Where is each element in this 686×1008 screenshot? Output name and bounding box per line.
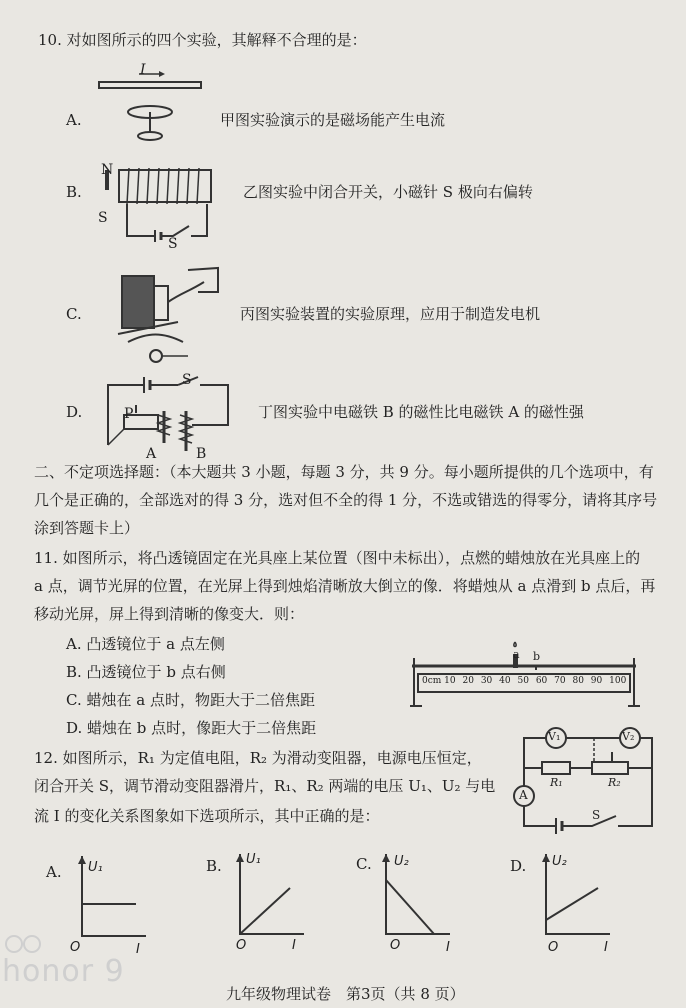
resistor-r2-label: R₂ — [608, 776, 621, 789]
q12-line2: 闭合开关 S，调节滑动变阻器滑片，R₁、R₂ 两端的电压 U₁、U₂ 与电 — [34, 777, 496, 795]
bench-tick: 70 — [554, 676, 566, 686]
section2-line1: 二、不定项选择题：（本大题共 3 小题，每题 3 分，共 9 分。每小题所提供的几个选项中，有 — [34, 463, 654, 481]
electromagnet-b-label: B — [196, 446, 207, 462]
figure-d-p-label: P — [124, 406, 134, 422]
bench-tick: 40 — [499, 676, 511, 686]
bench-tick: 60 — [535, 676, 548, 686]
figure-a-compass-wire — [95, 60, 205, 150]
q10-option-a-letter: A. — [66, 111, 82, 129]
bench-tick: 30 — [480, 676, 493, 686]
graph-a-origin: O — [70, 940, 81, 955]
q11-option-d: D. 蜡烛在 b 点时，像距大于二倍焦距 — [66, 719, 317, 737]
compass-n-label: N — [101, 162, 114, 178]
graph-c-xlabel: I — [446, 940, 450, 955]
wire-current-label: I — [140, 62, 146, 78]
q10-option-d-text: 丁图实验中电磁铁 B 的磁性比电磁铁 A 的磁性强 — [258, 403, 584, 421]
graph-c-letter: C. — [356, 855, 372, 873]
graph-b — [234, 854, 324, 944]
graph-d-xlabel: I — [604, 940, 608, 955]
q10-stem: 10. 对如图所示的四个实验，其解释不合理的是： — [38, 31, 367, 49]
q11-line2: a 点，调节光屏的位置，在光屏上得到烛焰清晰放大倒立的像．将蜡烛从 a 点滑到 b 点后，再 — [34, 577, 656, 595]
graph-c-ylabel: U₂ — [394, 854, 409, 869]
q11-option-c: C. 蜡烛在 a 点时，物距大于二倍焦距 — [66, 691, 315, 709]
q12-circuit — [512, 722, 662, 834]
electromagnet-a-label: A — [146, 446, 157, 462]
resistor-r1-label: R₁ — [550, 776, 563, 789]
graph-d-letter: D. — [510, 857, 527, 875]
q11-line1: 11. 如图所示，将凸透镜固定在光具座上某位置（图中未标出），点燃的蜡烛放在光具座上的 — [34, 549, 641, 567]
figure-c-apparatus — [108, 262, 238, 362]
q11-option-a: A. 凸透镜位于 a 点左侧 — [66, 635, 225, 653]
q12-line1: 12. 如图所示，R₁ 为定值电阻，R₂ 为滑动变阻器，电源电压恒定， — [34, 749, 482, 767]
ammeter-label: A — [519, 788, 528, 802]
figure-d-switch-label: S — [182, 372, 192, 388]
section2-line3: 涂到答题卡上） — [34, 519, 140, 537]
graph-b-xlabel: I — [292, 938, 296, 953]
camera-dual-lens-icon — [4, 934, 44, 954]
q10-option-c-letter: C. — [66, 305, 82, 323]
bench-point-a: a — [513, 648, 520, 661]
graph-d-ylabel: U₂ — [552, 854, 567, 869]
figure-d-electromagnets — [100, 375, 240, 460]
graph-c-origin: O — [390, 938, 401, 953]
graph-a-letter: A. — [46, 863, 62, 881]
graph-d-origin: O — [548, 940, 559, 955]
graph-b-ylabel: U₁ — [246, 852, 261, 867]
bench-tick: 100 — [609, 676, 627, 686]
bench-tick: 50 — [517, 676, 529, 686]
q12-line3: 流 I 的变化关系图象如下选项所示，其中正确的是： — [34, 807, 380, 825]
graph-a-xlabel: I — [136, 942, 140, 957]
page-footer: 九年级物理试卷 第3页（共 8 页） — [226, 985, 465, 1003]
camera-watermark: honor 9 — [2, 954, 125, 989]
bench-point-b: b — [533, 650, 541, 663]
section2-line2: 几个是正确的，全部选对的得 3 分，选对但不全的得 1 分，不选或错选的得零分，请将其序号 — [34, 491, 658, 509]
bench-tick: 80 — [572, 676, 584, 686]
figure-b-switch-label: S — [168, 236, 178, 252]
bench-tick: 20 — [462, 676, 474, 686]
circuit-switch-label: S — [592, 808, 601, 822]
q10-option-b-letter: B. — [66, 183, 82, 201]
voltmeter-v2-label: V₂ — [622, 730, 635, 743]
graph-a-ylabel: U₁ — [88, 860, 103, 875]
bench-scale — [422, 676, 626, 686]
bench-tick: 0cm 10 — [422, 676, 456, 686]
graph-b-origin: O — [236, 938, 247, 953]
graph-b-letter: B. — [206, 857, 222, 875]
q11-line3: 移动光屏，屏上得到清晰的像变大．则： — [34, 605, 305, 623]
q10-option-a-text: 甲图实验演示的是磁场能产生电流 — [220, 111, 446, 129]
q10-option-b-text: 乙图实验中闭合开关，小磁针 S 极向右偏转 — [243, 183, 533, 201]
q10-option-c-text: 丙图实验装置的实验原理，应用于制造发电机 — [240, 305, 541, 323]
bench-tick: 90 — [590, 676, 603, 686]
compass-s-label: S — [98, 210, 108, 226]
voltmeter-v1-label: V₁ — [548, 730, 561, 743]
optical-bench — [408, 636, 640, 708]
q10-option-d-letter: D. — [66, 403, 83, 421]
q11-option-b: B. 凸透镜位于 b 点右侧 — [66, 663, 226, 681]
figure-b-solenoid — [95, 160, 225, 250]
